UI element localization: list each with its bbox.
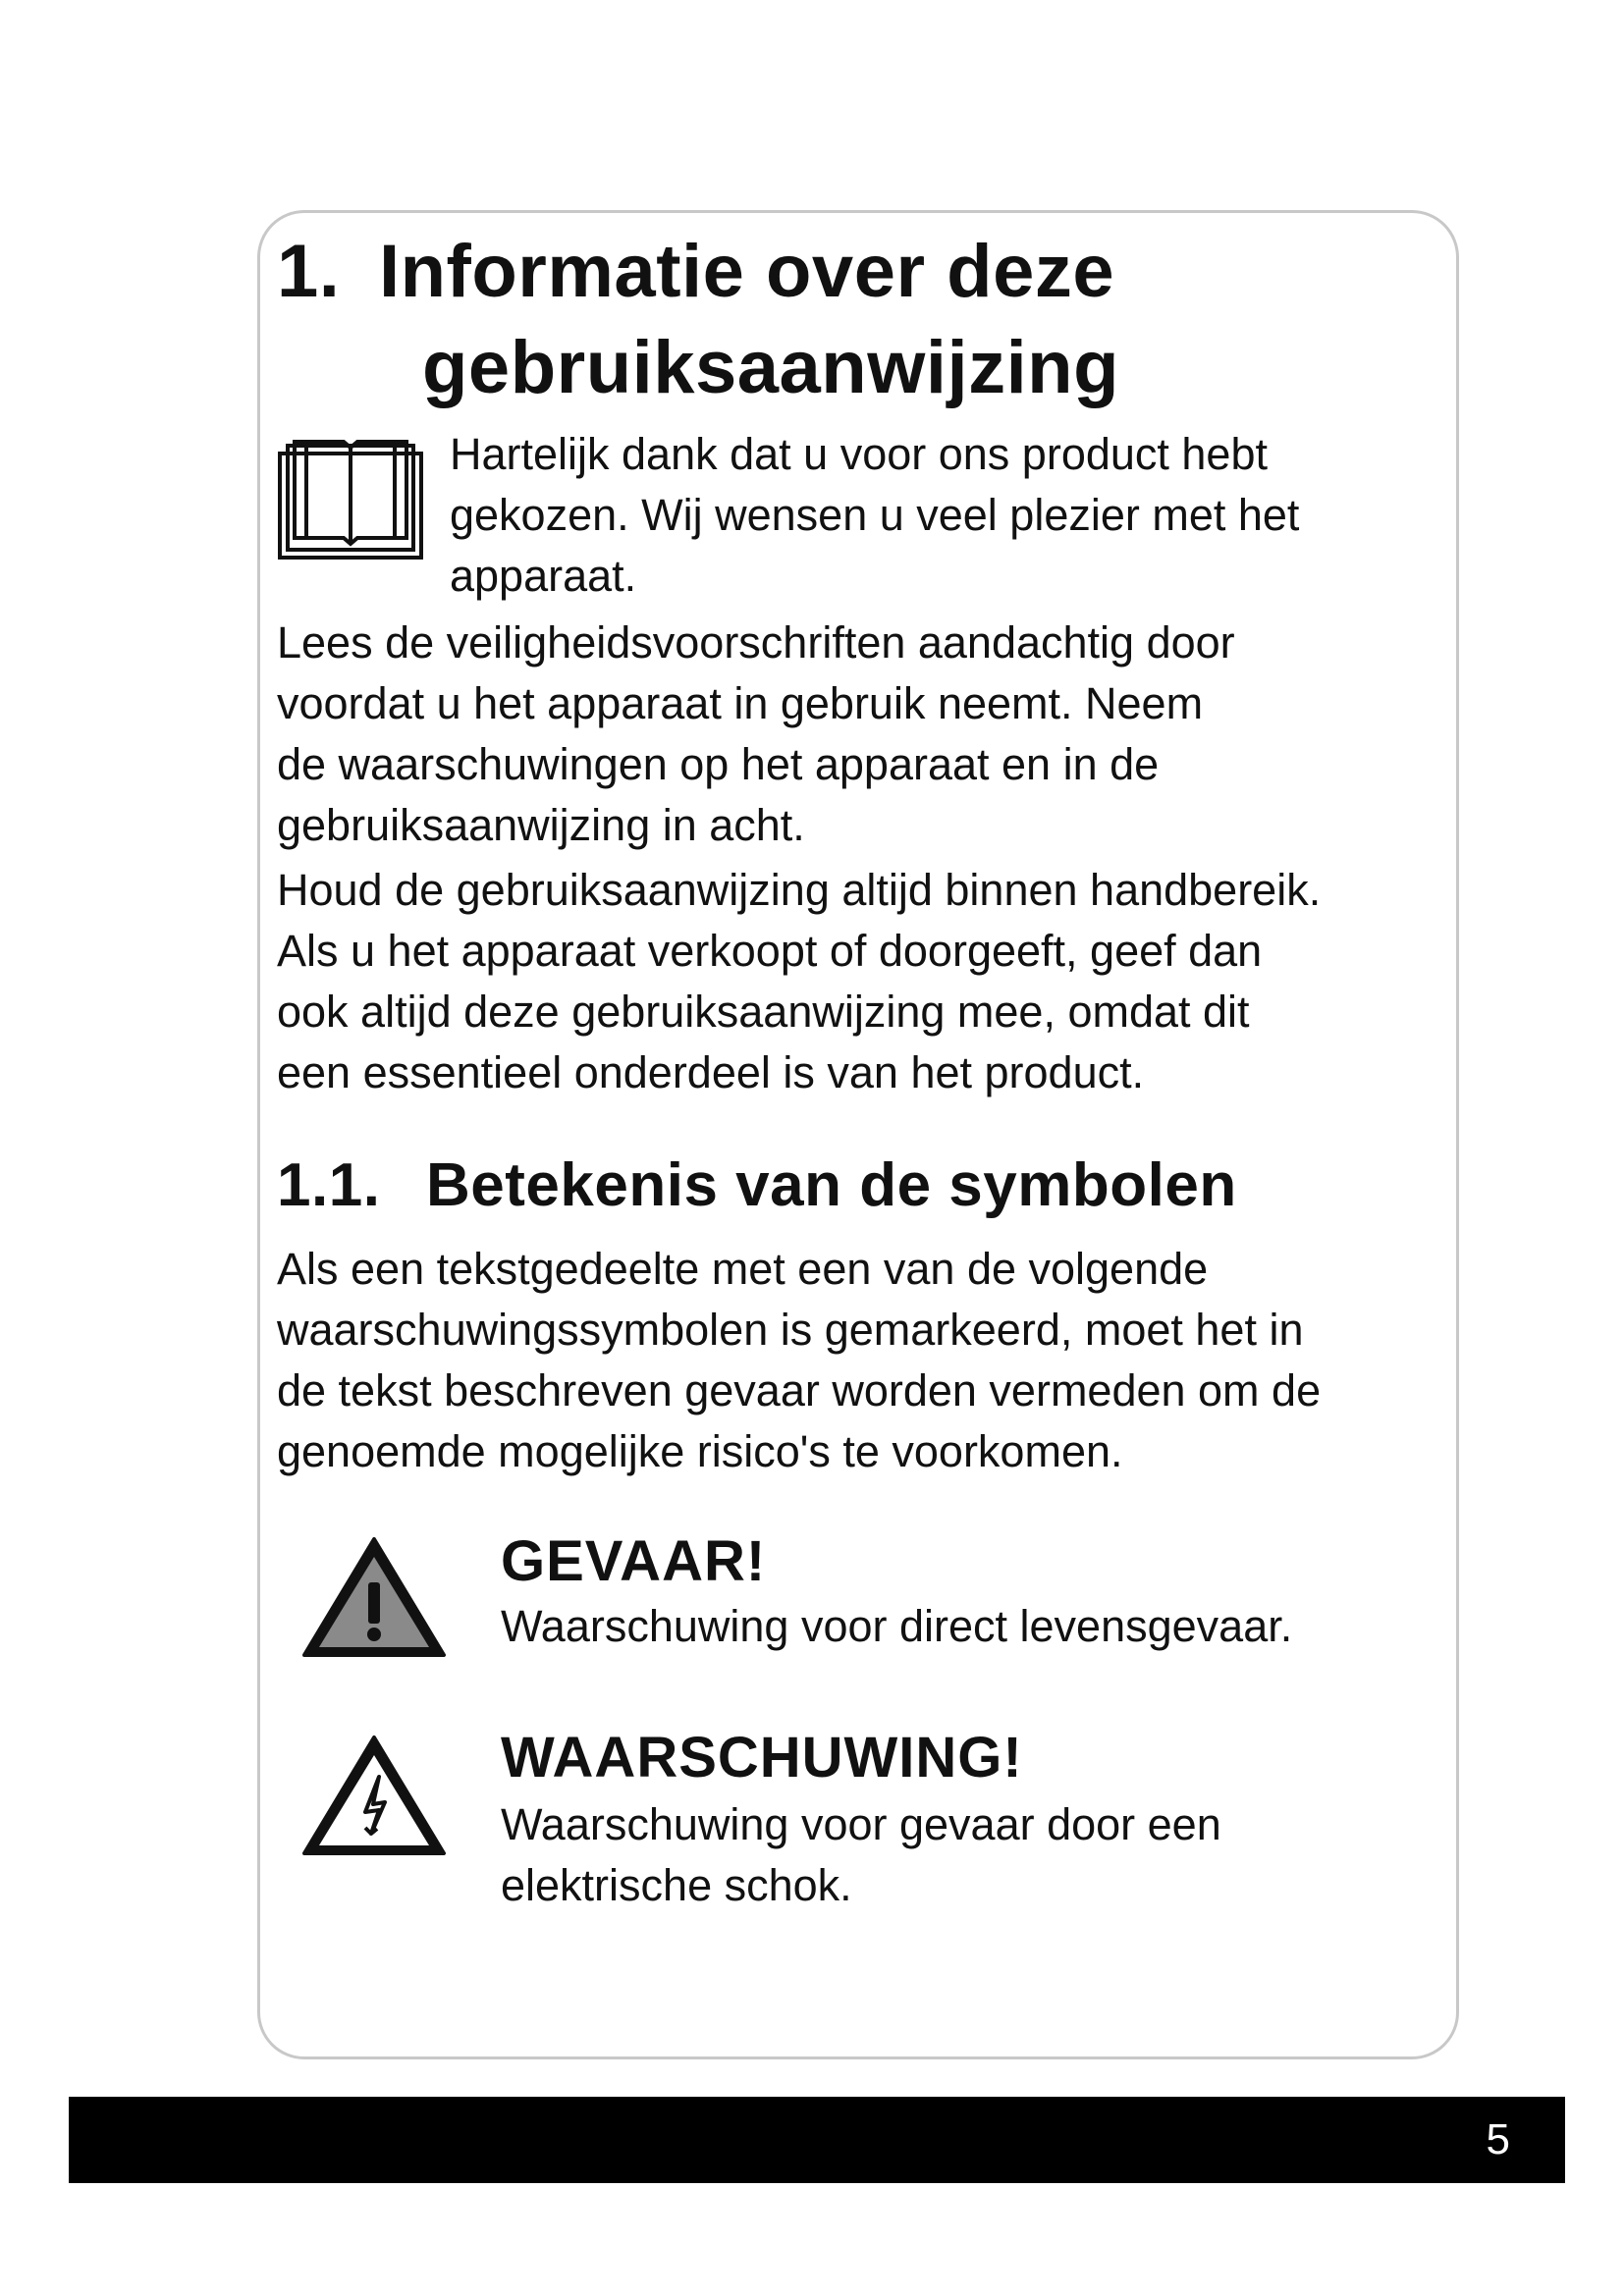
paragraph-line: genoemde mogelijke risico's te voorkomen. bbox=[277, 1426, 1123, 1476]
paragraph-symbols bbox=[277, 1239, 1445, 1482]
subsection-title: Betekenis van de symbolen bbox=[426, 1151, 1237, 1219]
intro-line: gekozen. Wij wensen u veel plezier met het bbox=[450, 490, 1300, 540]
page-number: 5 bbox=[1486, 2115, 1510, 2163]
paragraph-line: voordat u het apparaat in gebruik neemt. Neem bbox=[277, 678, 1204, 728]
paragraph-line: Houd de gebruiksaanwijzing altijd binnen handbereik. bbox=[277, 865, 1322, 915]
intro-text bbox=[450, 424, 1441, 607]
paragraph-line: een essentieel onderdeel is van het product. bbox=[277, 1047, 1145, 1097]
warning-line: elektrische schok. bbox=[501, 1860, 852, 1910]
paragraph-line: waarschuwingssymbolen is gemarkeerd, moet het in bbox=[277, 1305, 1304, 1355]
warning-text-electric bbox=[501, 1794, 1424, 1916]
warning-line: Waarschuwing voor direct levensgevaar. bbox=[501, 1601, 1293, 1651]
subsection-heading bbox=[277, 1147, 1237, 1225]
paragraph-line: ook altijd deze gebruiksaanwijzing mee, omdat dit bbox=[277, 987, 1250, 1037]
warning-title-danger: GEVAAR! bbox=[501, 1529, 767, 1593]
exclamation-triangle-icon bbox=[300, 1533, 448, 1661]
warning-title-electric: WAARSCHUWING! bbox=[501, 1726, 1023, 1789]
warning-text-danger bbox=[501, 1596, 1424, 1657]
electric-shock-triangle-icon bbox=[300, 1732, 448, 1859]
paragraph-safety bbox=[277, 613, 1445, 856]
section-title-line-2: gebruiksaanwijzing bbox=[422, 326, 1120, 409]
intro-line: Hartelijk dank dat u voor ons product hebt bbox=[450, 429, 1268, 479]
paragraph-line: de waarschuwingen op het apparaat en in de bbox=[277, 739, 1160, 789]
paragraph-line: Als een tekstgedeelte met een van de volgende bbox=[277, 1244, 1209, 1294]
section-number: 1. bbox=[277, 230, 341, 313]
paragraph-line: de tekst beschreven gevaar worden vermeden om de bbox=[277, 1365, 1322, 1415]
paragraph-line: Als u het apparaat verkoopt of doorgeeft, geef dan bbox=[277, 926, 1263, 976]
book-icon bbox=[277, 432, 424, 561]
paragraph-line: gebruiksaanwijzing in acht. bbox=[277, 800, 805, 850]
subsection-number: 1.1. bbox=[277, 1151, 381, 1219]
section-title bbox=[379, 224, 1243, 416]
paragraph-keep-manual bbox=[277, 860, 1445, 1103]
intro-line: apparaat. bbox=[450, 551, 637, 601]
warning-line: Waarschuwing voor gevaar door een bbox=[501, 1799, 1221, 1849]
paragraph-line: Lees de veiligheidsvoorschriften aandachtig door bbox=[277, 617, 1235, 667]
section-title-line-1: Informatie over deze bbox=[379, 230, 1115, 313]
footer-bar bbox=[69, 2097, 1565, 2183]
